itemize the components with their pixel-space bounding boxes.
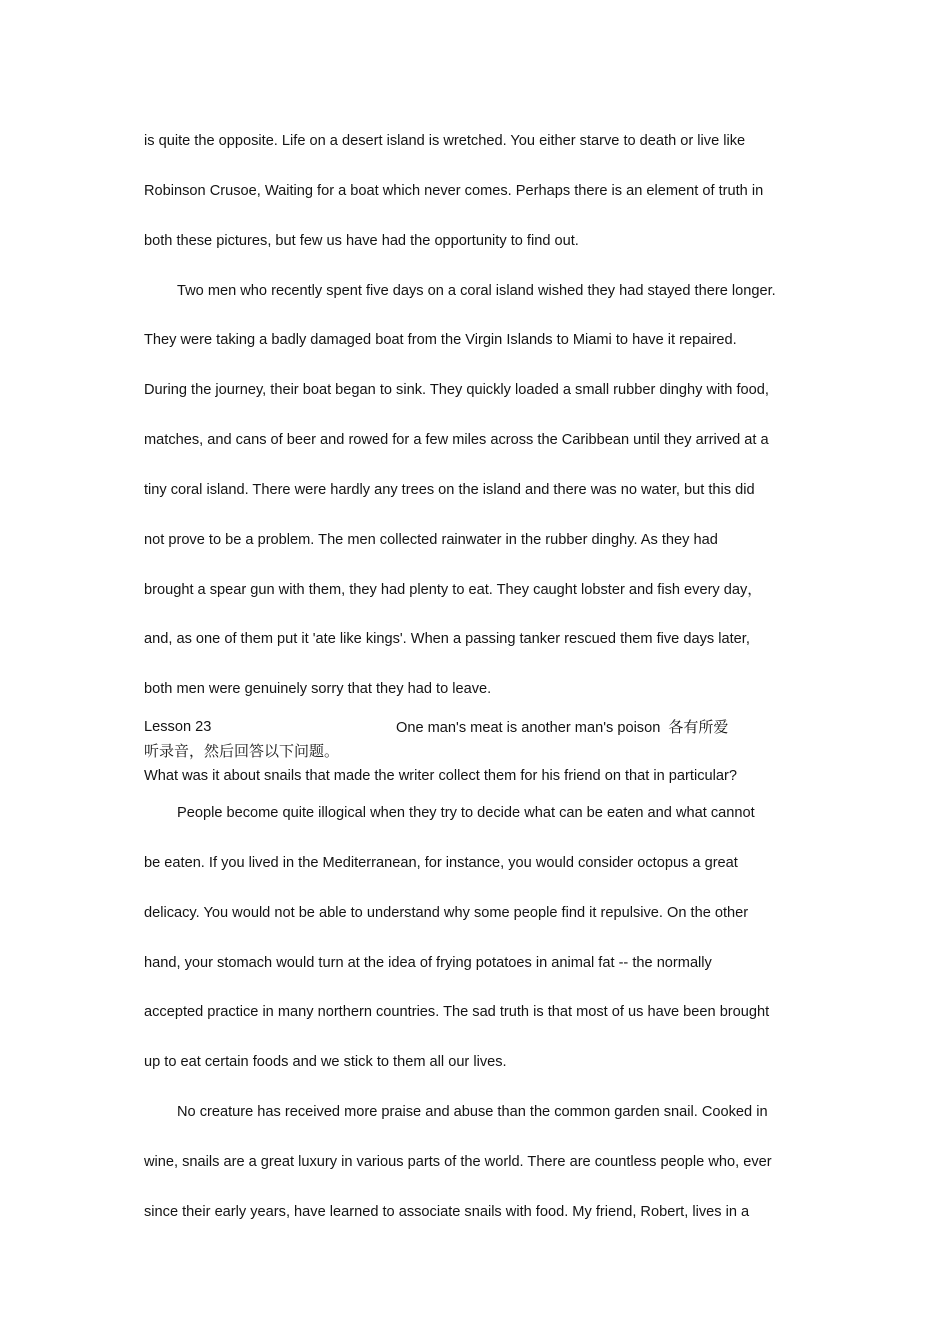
lesson-instruction: 听录音，然后回答以下问题。 [144,742,340,760]
text-line: accepted practice in many northern countries. The sad truth is that most of us have been brought [144,1004,770,1020]
text-line: be eaten. If you lived in the Mediterranean, for instance, you would consider octopus a great [144,855,738,871]
text-line: During the journey, their boat began to sink. They quickly loaded a small rubber dinghy with food, [144,382,769,398]
lesson-question: What was it about snails that made the writer collect them for his friend on that in particular? [144,768,737,784]
text-line: up to eat certain foods and we stick to them all our lives. [144,1054,507,1070]
lesson-number: Lesson 23 [144,719,212,735]
text-line: wine, snails are a great luxury in various parts of the world. There are countless people who, ever [144,1154,772,1170]
text-line: No creature has received more praise and abuse than the common garden snail. Cooked in [177,1104,768,1120]
text-line: hand, your stomach would turn at the idea of frying potatoes in animal fat -- the normally [144,955,712,971]
text-line: since their early years, have learned to associate snails with food. My friend, Robert, lives in a [144,1204,750,1220]
text-line: People become quite illogical when they try to decide what can be eaten and what cannot [177,805,755,821]
text-line: and, as one of them put it 'ate like kings'. When a passing tanker rescued them five days later, [144,631,750,647]
text-line: brought a spear gun with them, they had plenty to eat. They caught lobster and fish every day， [144,582,762,598]
lesson-title-cn: 各有所爱 [668,718,729,736]
text-line: both men were genuinely sorry that they had to leave. [144,681,492,697]
text-line: not prove to be a problem. The men collected rainwater in the rubber dinghy. As they had [144,532,718,548]
text-line: tiny coral island. There were hardly any trees on the island and there was no water, but this did [144,482,755,498]
lesson-title: One man's meat is another man's poison 各有所爱 [396,718,729,736]
text-line: is quite the opposite. Life on a desert island is wretched. You either starve to death or live like [144,133,746,149]
text-line: delicacy. You would not be able to understand why some people find it repulsive. On the other [144,905,749,921]
text-line: Two men who recently spent five days on a coral island wished they had stayed there longer. [177,283,776,299]
lesson-heading [144,717,729,737]
text-line: They were taking a badly damaged boat from the Virgin Islands to Miami to have it repaired. [144,332,737,348]
text-line: matches, and cans of beer and rowed for a few miles across the Caribbean until they arrived at a [144,432,769,448]
text-line: both these pictures, but few us have had the opportunity to find out. [144,233,579,249]
text-line: Robinson Crusoe, Waiting for a boat which never comes. Perhaps there is an element of truth in [144,183,764,199]
